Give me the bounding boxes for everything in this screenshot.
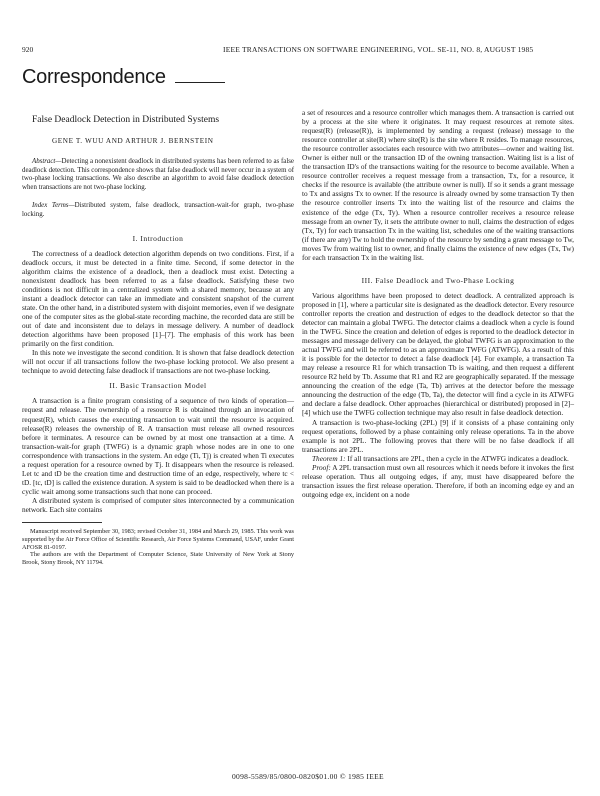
footnote-rule <box>22 522 102 523</box>
index-terms <box>22 202 294 219</box>
proof-lead: Proof: <box>312 462 331 472</box>
index-terms-text: Distributed system, false deadlock, transaction-wait-for graph, two-phase locking. <box>22 202 294 219</box>
footer-id: 0098-5589/85/0800-0820$01.00 © 1985 IEEE <box>232 772 384 781</box>
paper-title: False Deadlock Detection in Distributed Systems <box>32 115 220 125</box>
abstract <box>22 158 294 192</box>
index-terms-lead: Index Terms— <box>32 202 75 210</box>
abstract-lead: Abstract— <box>32 158 62 166</box>
page-number: 920 <box>22 45 34 54</box>
authors: GENE T. WUU AND ARTHUR J. BERNSTEIN <box>52 137 214 146</box>
running-head: IEEE TRANSACTIONS ON SOFTWARE ENGINEERING, VOL. SE-11, NO. 8, AUGUST 1985 <box>223 45 534 54</box>
left-column <box>22 108 294 567</box>
theorem-text: If all transactions are 2PL, then a cycle in the ATWFG indicates a deadlock. <box>345 453 569 463</box>
right-paragraph-3: A transaction is two-phase-locking (2PL) [9] if it consists of a phase containing only request operations, followed by a phase containing only release operations. Ta in the above example is not 2PL. The following proves that there will be no false deadlock if all transactions are 2PL. <box>302 417 574 454</box>
footnote-affiliation: The authors are with the Department of Computer Science, State University of New York at Stony Brook, Stony Brook, NY 11794. <box>22 551 294 567</box>
intro-heading: I. Introduction <box>132 233 184 243</box>
right-column <box>302 108 574 499</box>
theorem-lead: Theorem 1: <box>312 453 346 463</box>
model-paragraph-1: A transaction is a finite program consisting of a sequence of two kinds of operation—request and release. The ownership of a resource R is obtained through an invocation of request(R), which causes the executing transaction to wait until the resource is acquired. release(R) releases the ownership of R. A transaction must release all owned resources before it terminates. A resource can be owned by at most one transaction at a time. A transaction-wait-for graph (TWFG) is a dynamic graph whose nodes are in one to one correspondence with transactions in the system. An edge (Ti, Tj) is created when Ti executes a request operation for a resource owned by Tj. It disappears when the resource is released. Let tc and tD be the creation time and destruction time of an edge, respectively, where tc < tD. [tc, tD] is called the existence duration. A system is said to be deadlocked when there is a cyclic wait among some transactions such that none can proceed. <box>22 396 294 496</box>
section-title: Correspondence <box>22 66 166 88</box>
title-rule <box>175 82 225 83</box>
model-heading: II. Basic Transaction Model <box>109 381 207 391</box>
right-paragraph-1: a set of resources and a resource controller which manages them. A transaction is carried out by a process at the site where it originates. It may request resources at remote sites. request(R) (release(R)), is implemented by sending a request (release) message to the resource controller at site(R) where site(R) is the site where R resides. To manage resources, the resource controller associates each resource with two attributes—owner and waiting list. Owner is either null or the transaction ID of the owning transaction. Waiting list is a list of the transaction ID's of the transactions waiting for the resource to become available. When a resource controller receives a request message from a transaction, Tx, for a resource, it checks if the resource is available (the attribute owner is null). If so it sends a grant message to Tx and assigns Tx to owner. If the resource is already owned by some transaction Ty then the resource controller inserts Tx into the waiting list of the resource and claims the existence of the edge (Tx, Ty). When a resource controller receives a resource release message from an owner Ty, it sets the attribute owner to null, claims the destruction of edges (Tx, Ty) for each transaction Tx in the waiting list, schedules one of the waiting transactions (if there are any) Tw to hold the ownership of the resource by sending a grant message to Tw, moves Tw from waiting list to owner, and finally claims the existence of new edges (Tx, Tw) for each transaction Tx in the waiting list. <box>302 108 574 262</box>
proof-text: A 2PL transaction must own all resources which it needs before it invokes the first release operation. Thus all outgoing edges, if any, must have disappeared before the transaction issues the first release operation. Therefore, if both an incoming edge ey and an outgoing edge ex, incident on a node <box>302 462 574 499</box>
right-paragraph-2: Various algorithms have been proposed to detect deadlock. A centralized approach is proposed in [1], where a particular site is designated as the deadlock detector. Every resource controller reports the creation and destruction of edges to the deadlock detector so that the detector can maintain a global TWFG. The detector claims a deadlock when a cycle is found in the TWFG. Since the creation and deletion of edges is reported to the deadlock detector in messages and message delivery can be delayed, the global TWFG is an approximation to the actual TWFG and will be referred to as an approximate TWFG (ATWFG). As a result of this it is possible for the detector to detect a false deadlock [4]. For example, a transaction Ta may release a resource R1 for which transaction Tb is waiting, and then request a different resource R2 held by Tb. Assume that R1 and R2 are geographically separated. If the message announcing the creation of the edge (Ta, Tb) arrives at the detector before the message announcing the destruction of the edge (Tb, Ta), the detector will find a cycle in its ATWFG and declare a false deadlock. Other approaches (hierarchical or distributed) proposed in [2]–[4] which use the TWFG collection technique may also result in false deadlock detection. <box>302 290 574 418</box>
abstract-text: Detecting a nonexistent deadlock in distributed systems has been referred to as false deadlock detection. This correspondence shows that false deadlock will never occur in a system of two-phase locking transactions. We also describe an algorithm to avoid false deadlock detection when transactions are not two-phase locking. <box>22 158 294 191</box>
theorem <box>302 454 574 463</box>
intro-paragraph-1: The correctness of a deadlock detection algorithm depends on two conditions. First, if a deadlock occurs, it must be detected in a finite time. Second, if some detector in the algorithm claims the existence of a deadlock, then a deadlock must exist. Detecting a nonexistent deadlock has been referred to as a false deadlock. Satisfying these two conditions is not difficult in a centralized system with a shared memory, because at any instant a deadlock detector can take an immediate and consistent snapshot of the current state. On the other hand, in a distributed system with disjoint memories, even if we designate one of the computer sites as the global-state recording machine, the recorded data are still be out of date and inconsistent due to delays in message delivery. A number of deadlock detection algorithms have been proposed [1]–[7]. The emphasis of this work has been primarily on the first condition. <box>22 248 294 349</box>
proof <box>302 463 574 499</box>
model-paragraph-2: A distributed system is comprised of computer sites interconnected by a communication network. Each site contains <box>22 495 294 514</box>
intro-paragraph-2: In this note we investigate the second condition. It is shown that false deadlock detection will not occur if all transactions follow the two-phase locking protocol. We also present a technique to avoid detecting false deadlock if transactions are not two-phase locking. <box>22 348 294 376</box>
footnote-received: Manuscript received September 30, 1983; revised October 31, 1984 and March 29, 1985. This work was supported by the Air Force Office of Scientific Research, Air Force Systems Command, USAF, under Grant AFOSR 81-0197. <box>22 528 294 551</box>
false-deadlock-heading: III. False Deadlock and Two-Phase Locking <box>361 275 515 285</box>
